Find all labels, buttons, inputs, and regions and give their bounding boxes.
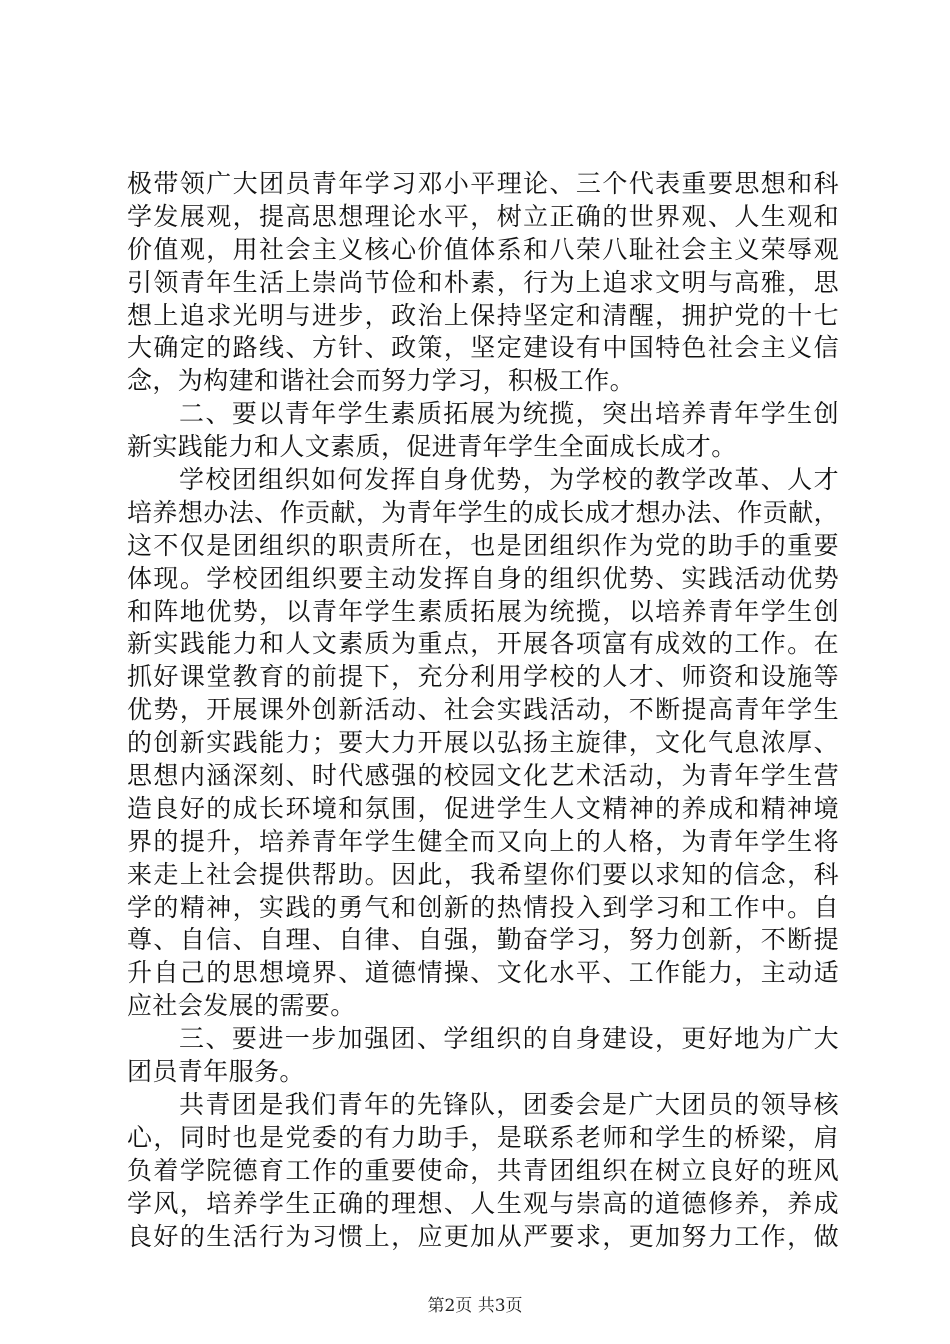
page-footer: 第2页 共3页 <box>427 1296 523 1316</box>
text-line: 良好的生活行为习惯上，应更加从严要求，更加努力工作，做 <box>127 1221 839 1251</box>
text-line: 想上追求光明与进步，政治上保持坚定和清醒，拥护党的十七 <box>127 300 839 330</box>
text-line: 尊、自信、自理、自律、自强，勤奋学习，努力创新，不断提 <box>127 925 839 955</box>
text-line: 心，同时也是党委的有力助手，是联系老师和学生的桥梁，肩 <box>127 1122 839 1152</box>
text-line: 升自己的思想境界、道德情操、文化水平、工作能力，主动适 <box>127 958 839 988</box>
text-line: 极带领广大团员青年学习邓小平理论、三个代表重要思想和科 <box>127 169 839 198</box>
text-line: 负着学院德育工作的重要使命，共青团组织在树立良好的班风 <box>127 1155 839 1185</box>
text-line: 这不仅是团组织的职责所在，也是团组织作为党的助手的重要 <box>127 530 839 560</box>
text-line: 培养想办法、作贡献，为青年学生的成长成才想办法、作贡献， <box>127 497 839 527</box>
text-line: 的创新实践能力；要大力开展以弘扬主旋律，文化气息浓厚、 <box>127 728 839 758</box>
text-line: 来走上社会提供帮助。因此，我希望你们要以求知的信念，科 <box>127 859 839 889</box>
text-line: 学发展观，提高思想理论水平，树立正确的世界观、人生观和 <box>127 201 839 231</box>
text-line: 思想内涵深刻、时代感强的校园文化艺术活动，为青年学生营 <box>127 761 839 791</box>
text-line: 团员青年服务。 <box>127 1057 305 1087</box>
text-line: 学校团组织如何发挥自身优势，为学校的教学改革、人才 <box>179 465 839 495</box>
text-line: 二、要以青年学生素质拓展为统揽，突出培养青年学生创 <box>179 399 839 429</box>
text-line: 界的提升，培养青年学生健全而又向上的人格，为青年学生将 <box>127 826 839 856</box>
text-line: 新实践能力和人文素质为重点，开展各项富有成效的工作。在 <box>127 629 839 659</box>
text-line: 体现。学校团组织要主动发挥自身的组织优势、实践活动优势 <box>127 563 839 593</box>
text-line: 抓好课堂教育的前提下，充分利用学校的人才、师资和设施等 <box>127 662 839 692</box>
text-line: 三、要进一步加强团、学组织的自身建设，更好地为广大 <box>179 1024 839 1054</box>
text-line: 价值观，用社会主义核心价值体系和八荣八耻社会主义荣辱观 <box>127 234 839 264</box>
text-line: 应社会发展的需要。 <box>127 991 356 1021</box>
document-body <box>127 168 839 1253</box>
text-line: 学风，培养学生正确的理想、人生观与崇高的道德修养，养成 <box>127 1188 839 1218</box>
text-line: 共青团是我们青年的先锋队，团委会是广大团员的领导核 <box>179 1089 839 1119</box>
text-line: 优势，开展课外创新活动、社会实践活动，不断提高青年学生 <box>127 695 839 725</box>
text-line: 念，为构建和谐社会而努力学习，积极工作。 <box>127 366 636 396</box>
text-line: 学的精神，实践的勇气和创新的热情投入到学习和工作中。自 <box>127 892 839 922</box>
text-line: 造良好的成长环境和氛围，促进学生人文精神的养成和精神境 <box>127 793 839 823</box>
text-line: 和阵地优势，以青年学生素质拓展为统揽，以培养青年学生创 <box>127 596 839 626</box>
text-line: 引领青年生活上崇尚节俭和朴素，行为上追求文明与高雅，思 <box>127 267 839 297</box>
text-line: 新实践能力和人文素质，促进青年学生全面成长成才。 <box>127 432 737 462</box>
text-line: 大确定的路线、方针、政策，坚定建设有中国特色社会主义信 <box>127 333 839 363</box>
